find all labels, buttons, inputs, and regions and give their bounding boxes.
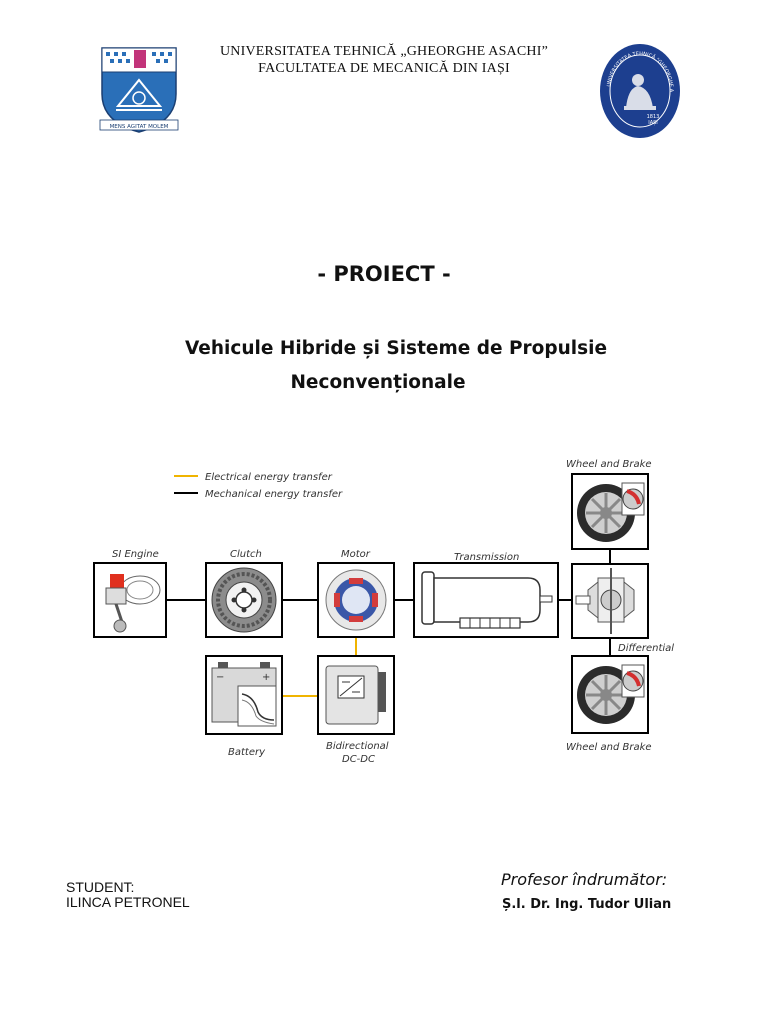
- svg-text:−: −: [216, 672, 225, 683]
- university-name: UNIVERSITATEA TEHNICĂ „GHEORGHE ASACHI”: [219, 44, 548, 59]
- document-type-label: - PROIECT -: [317, 262, 451, 286]
- engine-label: SI Engine: [112, 549, 159, 560]
- document-title-line1: Vehicule Hibride și Sisteme de Propulsie: [185, 338, 607, 359]
- document-title-line2: Neconvenționale: [290, 372, 466, 393]
- transmission-box: [414, 563, 558, 637]
- dcdc-box: [318, 656, 394, 734]
- dcdc-label-line2: DC-DC: [342, 754, 375, 765]
- clutch-box: [206, 563, 282, 637]
- motor-label: Motor: [341, 549, 370, 560]
- professor-name: Ș.l. Dr. Ing. Tudor Ulian: [502, 897, 672, 912]
- wheel-bottom-label: Wheel and Brake: [566, 742, 652, 753]
- wheel-bottom-box: [572, 656, 648, 733]
- engine-box: [94, 563, 166, 637]
- student-name: ILINCA PETRONEL: [66, 894, 190, 910]
- motor-box: [318, 563, 394, 637]
- hybrid-powertrain-diagram: [88, 450, 688, 780]
- svg-text:MENS AGITAT MOLEM: MENS AGITAT MOLEM: [109, 124, 169, 130]
- svg-text:IAȘI: IAȘI: [648, 120, 658, 126]
- wheel-top-box: [572, 474, 648, 549]
- svg-text:+: +: [262, 672, 271, 683]
- transmission-label: Transmission: [454, 552, 520, 563]
- student-label: STUDENT:: [66, 879, 135, 895]
- battery-label: Battery: [228, 747, 266, 758]
- svg-text:1813: 1813: [646, 114, 660, 120]
- clutch-label: Clutch: [230, 549, 262, 560]
- wheel-top-label: Wheel and Brake: [566, 459, 652, 470]
- legend-electrical-label: Electrical energy transfer: [205, 472, 332, 483]
- legend-mechanical-label: Mechanical energy transfer: [205, 489, 343, 500]
- dcdc-label-line1: Bidirectional: [326, 741, 389, 752]
- battery-box: [206, 656, 282, 734]
- svg-text:UNIVERSITATEA TEHNICĂ "GHEORGH: UNIVERSITATEA TEHNICĂ "GHEORGHE A: [606, 50, 675, 93]
- differential-box: [572, 564, 648, 638]
- faculty-name: FACULTATEA DE MECANICĂ DIN IAȘI: [258, 61, 510, 76]
- differential-label: Differential: [618, 643, 675, 654]
- professor-label: Profesor îndrumător:: [501, 870, 668, 889]
- university-seal-logo: [598, 42, 682, 140]
